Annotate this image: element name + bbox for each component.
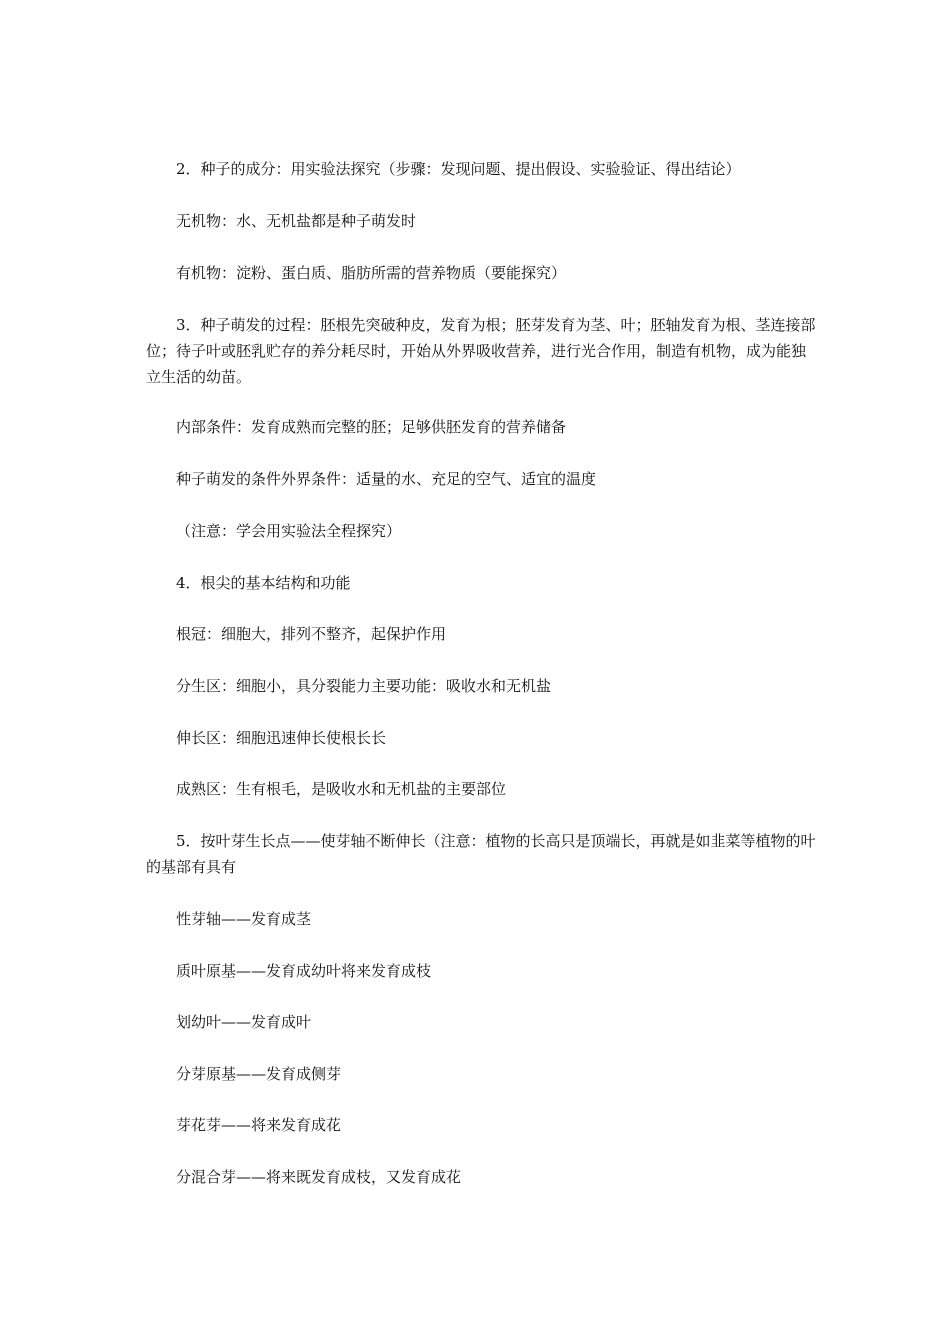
paragraph-maturation-zone: 成熟区：生有根毛，是吸收水和无机盐的主要部位 <box>176 780 507 798</box>
paragraph-germination-process: 3．种子萌发的过程：胚根先突破种皮，发育为根；胚芽发育为茎、叶；胚轴发育为根、茎连接部位；待子叶或胚乳贮存的养分耗尽时，开始从外界吸收营养，进行光合作用，制造有机物，成为能独立生活的幼苗。 <box>146 316 816 386</box>
paragraph-mixed-bud: 分混合芽——将来既发育成枝，又发育成花 <box>176 1168 462 1186</box>
paragraph-leaf-primordium: 质叶原基——发育成幼叶将来发育成枝 <box>176 962 432 980</box>
paragraph-root-cap: 根冠：细胞大，排列不整齐，起保护作用 <box>176 625 447 643</box>
paragraph-inorganic-matter: 无机物：水、无机盐都是种子萌发时 <box>176 212 417 230</box>
paragraph-external-conditions: 种子萌发的条件外界条件：适量的水、充足的空气、适宜的温度 <box>176 470 597 488</box>
paragraph-elongation-zone: 伸长区：细胞迅速伸长使根长长 <box>176 729 387 747</box>
paragraph-organic-matter: 有机物：淀粉、蛋白质、脂肪所需的营养物质（要能探究） <box>176 264 567 282</box>
paragraph-bud-primordium: 分芽原基——发育成侧芽 <box>176 1065 342 1083</box>
paragraph-meristem-zone: 分生区：细胞小，具分裂能力主要功能：吸收水和无机盐 <box>176 677 552 695</box>
paragraph-note-experiment: （注意：学会用实验法全程探究） <box>176 522 402 540</box>
paragraph-young-leaf: 划幼叶——发育成叶 <box>176 1013 312 1031</box>
paragraph-flower-bud: 芽花芽——将来发育成花 <box>176 1116 342 1134</box>
paragraph-seed-composition: 2．种子的成分：用实验法探究（步骤：发现问题、提出假设、实验验证、得出结论） <box>176 160 741 178</box>
paragraph-bud-axis: 性芽轴——发育成茎 <box>176 910 312 928</box>
paragraph-internal-conditions: 内部条件：发育成熟而完整的胚；足够供胚发育的营养储备 <box>176 418 567 436</box>
paragraph-root-tip-heading: 4．根尖的基本结构和功能 <box>176 574 351 592</box>
paragraph-leaf-bud: 5．按叶芽生长点——使芽轴不断伸长（注意：植物的长高只是顶端长，再就是如韭菜等植物的叶的基部有具有 <box>146 832 816 876</box>
